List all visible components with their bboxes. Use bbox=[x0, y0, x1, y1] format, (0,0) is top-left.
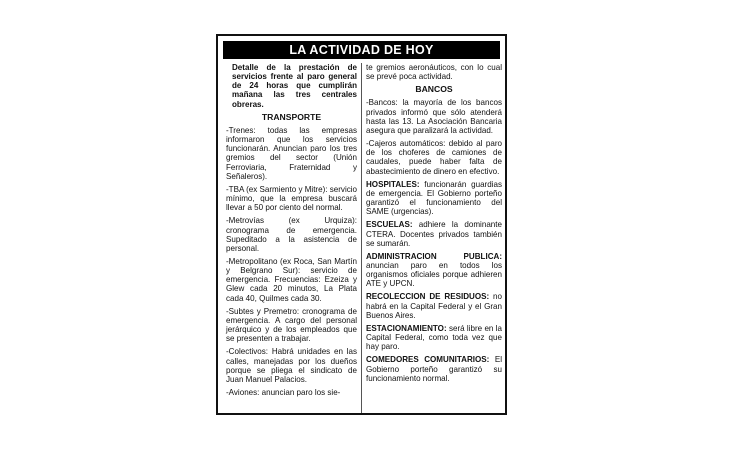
column-divider bbox=[361, 63, 362, 413]
item-colectivos: -Colectivos: Habrá unidades en las calles, manejadas por los dueños porque se pliega el sindicato de Juan Manuel Palacios. bbox=[226, 347, 357, 384]
text-administracion: anuncian paro en todos los organismos oficiales porque adhieren ATE y UPCN. bbox=[366, 260, 502, 289]
label-residuos: RECOLECCION DE RESIDUOS: bbox=[366, 292, 490, 302]
heading-transporte: TRANSPORTE bbox=[261, 111, 322, 122]
item-comedores bbox=[366, 355, 502, 382]
heading-bancos: BANCOS bbox=[415, 84, 453, 95]
item-metropolitano: -Metropolitano (ex Roca, San Martín y Belgrano Sur): servicio de emergencia. Frecuencias: Ezeiza y Glew cada 20 minutos, La Plata cada 40, Quilmes cada 30. bbox=[226, 256, 357, 303]
item-metrovias: -Metrovías (ex Urquiza): cronograma de emergencia. Supeditado a la asistencia de personal. bbox=[226, 216, 357, 253]
item-subtes: -Subtes y Premetro: cronograma de emergencia. A cargo del personal jerárquico y de los empleados que se presenten a trabajar. bbox=[226, 306, 357, 344]
item-escuelas bbox=[366, 220, 502, 247]
item-administracion bbox=[366, 252, 502, 289]
item-hospitales bbox=[366, 180, 502, 217]
text-hospitales: funcionarán guardias de emergencia. El Gobierno porteño garantizó el funcionamiento del SAME (urgencias). bbox=[366, 179, 502, 217]
lead-paragraph: Detalle de la prestación de servicios frente al paro general de 24 horas que cumplirán mañana las tres centrales obreras. bbox=[232, 63, 357, 109]
label-administracion: ADMINISTRACION PUBLICA: bbox=[366, 251, 502, 261]
item-residuos bbox=[366, 292, 502, 319]
item-aviones-continued: te gremios aeronáuticos, con lo cual se prevé poca actividad. bbox=[366, 63, 502, 82]
item-bancos: -Bancos: la mayoría de los bancos privados informó que sólo atenderá hasta las 13. La Asociación Bancaria asegura que paralizará la actividad. bbox=[366, 98, 502, 135]
news-box bbox=[216, 34, 507, 415]
text-residuos: no habrá en la Capital Federal y el Gran Buenos Aires. bbox=[366, 292, 503, 320]
item-cajeros: -Cajeros automáticos: debido al paro de los choferes de camiones de caudales, puede haber falta de abastecimiento de dinero en efectivo. bbox=[366, 139, 502, 176]
item-estacionamiento bbox=[366, 324, 502, 351]
box-title: LA ACTIVIDAD DE HOY bbox=[223, 41, 500, 59]
label-hospitales: HOSPITALES: bbox=[366, 179, 420, 189]
label-comedores: COMEDORES COMUNITARIOS: bbox=[366, 355, 490, 365]
text-estacionamiento: será libre en la Capital Federal, como toda vez que hay paro. bbox=[366, 323, 502, 352]
item-tba: -TBA (ex Sarmiento y Mitre): servicio mínimo, que la empresa buscará llevar a 50 por ciento del normal. bbox=[226, 184, 358, 213]
text-comedores: El Gobierno porteño garantizó su funcionamiento normal. bbox=[366, 355, 502, 383]
item-aviones: -Aviones: anuncian paro los sie- bbox=[226, 388, 341, 397]
right-column bbox=[366, 63, 502, 387]
label-estacionamiento: ESTACIONAMIENTO: bbox=[366, 323, 447, 333]
label-escuelas: ESCUELAS: bbox=[366, 220, 413, 230]
left-column bbox=[226, 63, 357, 401]
item-trenes: -Trenes: todas las empresas informaron que los servicios funcionarán. Anuncian paro los tres gremios del sector (Unión Ferroviaria, Fraternidad y Señaleros). bbox=[226, 125, 357, 181]
text-escuelas: adhiere la dominante CTERA. Docentes privados también se sumarán. bbox=[366, 220, 502, 248]
